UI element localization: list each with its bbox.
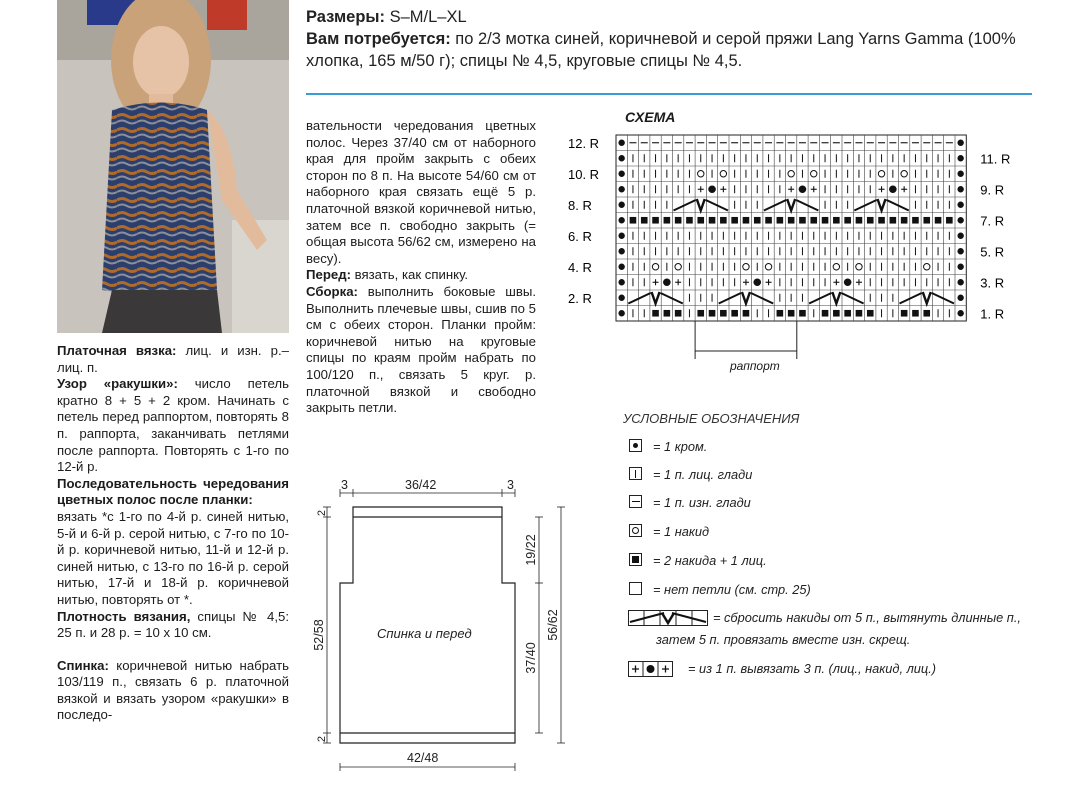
legend-item-cluster: = сбросить накиды от 5 п., вытянуть длинные п., <box>713 610 1021 625</box>
legend-yarn-over-icon <box>629 524 642 537</box>
legend-knit-icon <box>629 467 642 480</box>
materials-value: по 2/3 мотка синей, коричневой и серой пряжи Lang Yarns Gamma (100% хлопка, 165 м/50 г); спицы № 4,5, круговые спицы № 4,5. <box>306 30 1016 70</box>
legend-increase-icon <box>628 661 673 677</box>
text-column-2 <box>306 118 536 417</box>
dim-left-mid: 52/58 <box>312 619 326 651</box>
assembly-text: выполнить боковые швы. Выполнить плечевые швы, сшив по 5 см с обеих сторон. Планки пройм: коричневой нитью на круговые спицы по краям пройм набрать по 100/120 п., связать 5 круг. р. платочной вязкой и свободно закрыть петли. <box>306 283 536 416</box>
legend-edge-stitch-icon <box>629 439 642 452</box>
legend-item-increase: = из 1 п. вывязать 3 п. (лиц., накид, лиц.) <box>688 661 937 676</box>
materials-label: Вам потребуется: <box>306 30 451 48</box>
platoch-label: Платочная вязка: <box>57 343 177 358</box>
materials-line <box>306 28 1046 72</box>
legend-item-yarn-over: = 1 накид <box>653 524 710 539</box>
dim-top-left: 3 <box>341 478 348 492</box>
paragraph-front <box>306 267 536 284</box>
schematic-outline <box>340 507 515 743</box>
paragraph-back-continued <box>306 118 536 267</box>
legend-purl-icon <box>629 495 642 508</box>
paragraph-uzor <box>57 376 289 476</box>
legend-item-cluster-cont: затем 5 п. провязать вместе изн. скрещ. <box>656 632 911 647</box>
chart-title: СХЕМА <box>625 109 676 125</box>
row-label-right: 3. R <box>980 275 1005 291</box>
dim-right-upper: 19/22 <box>524 534 538 566</box>
density-text: спицы № 4,5: 25 п. и 28 р. = 10 х 10 см. <box>57 608 289 641</box>
knitting-chart <box>560 128 1040 378</box>
model-photo <box>57 0 289 333</box>
paragraph-back <box>57 658 289 724</box>
paragraph-density <box>57 609 289 642</box>
row-label-right: 7. R <box>980 213 1005 229</box>
legend-item-knit: = 1 п. лиц. глади <box>653 467 753 482</box>
back-label: Спинка: <box>57 657 109 673</box>
row-label-left: 10. R <box>568 166 600 182</box>
uzor-label: Узор «ракушки»: <box>57 376 178 392</box>
legend-title: УСЛОВНЫЕ ОБОЗНАЧЕНИЯ <box>623 411 800 426</box>
garment-schematic <box>305 475 575 775</box>
row-label-left: 12. R <box>568 135 600 151</box>
front-label: Перед: <box>306 267 351 283</box>
back-continued-text: вательности чередования цветных полос. Через 37/40 см от наборного края для пройм закрыть с обеих сторон по 8 п. На высоте 54/60 см от наборного края связать ещё 5 р. платочной вязкой коричневой нитью, затем все п. свободно закрыть (= общая высота 56/62 см, измерено на весу). <box>306 118 536 266</box>
paragraph-sequence-heading <box>57 476 289 509</box>
legend-item-double-yo: = 2 накида + 1 лиц. <box>653 553 767 568</box>
dim-top-right: 3 <box>507 478 514 492</box>
uzor-text: число петель кратно 8 + 5 + 2 кром. Начинать с петель перед раппортом, повторять 8 п. раппорта, заканчивать петлями после раппорта. Повторять с 1-го по 12-й р. <box>57 376 289 475</box>
legend-item-purl: = 1 п. изн. глади <box>653 495 751 510</box>
row-label-left: 6. R <box>568 228 592 244</box>
legend-double-yo-icon <box>629 553 642 566</box>
row-label-right: 11. R <box>980 151 1011 167</box>
sizes-line <box>306 6 1046 28</box>
schematic-label: Спинка и перед <box>377 626 472 641</box>
dim-left-top: 2 <box>316 509 328 517</box>
legend-no-stitch-icon <box>629 582 642 595</box>
text-column-1 <box>57 343 289 724</box>
dim-left-bot: 2 <box>316 735 328 743</box>
row-label-left: 2. R <box>568 290 592 306</box>
front-text: вязать, как спинку. <box>354 267 469 283</box>
row-label-left: 4. R <box>568 259 592 275</box>
paragraph-platoch <box>57 343 289 376</box>
dim-right-lower: 37/40 <box>524 642 538 674</box>
dim-right-total: 56/62 <box>546 609 560 641</box>
legend-item-edge: = 1 кром. <box>653 439 708 454</box>
paragraph-assembly <box>306 284 536 417</box>
paragraph-sequence <box>57 509 289 609</box>
platoch-text: лиц. и изн. р.– лиц. п. <box>57 343 289 375</box>
sizes-value: S–M/L–XL <box>389 8 467 26</box>
row-label-right: 1. R <box>980 306 1005 322</box>
density-label: Плотность вязания, <box>57 608 191 624</box>
header-divider <box>306 93 1032 95</box>
legend-cluster-icon <box>628 610 708 626</box>
assembly-label: Сборка: <box>306 283 358 299</box>
header-block <box>306 6 1046 72</box>
back-text: коричневой нитью набрать 103/119 п., связать 6 р. платочной вязкой и вязать узором «ракушки» в последо- <box>57 657 289 723</box>
dim-top-mid: 36/42 <box>405 478 437 492</box>
row-label-right: 9. R <box>980 182 1005 198</box>
row-label-left: 8. R <box>568 197 592 213</box>
sizes-label: Размеры: <box>306 8 386 26</box>
sequence-label: Последовательность чередования цветных полос после планки: <box>57 475 289 508</box>
legend-item-no-stitch: = нет петли (см. стр. 25) <box>653 582 811 597</box>
row-label-right: 5. R <box>980 244 1005 260</box>
rapport-label: раппорт <box>730 359 780 373</box>
sequence-text: вязать *с 1-го по 4-й р. синей нитью, 5-й и 6-й р. серой нитью, с 7-го по 10-й р. коричневой нитью, 11-й и 12-й р. синей нитью, с 13-го по 16-й р. серой нитью, 17-й и 18-й р. коричневой нитью, повторять от *. <box>57 508 289 607</box>
dim-bottom: 42/48 <box>407 751 439 765</box>
